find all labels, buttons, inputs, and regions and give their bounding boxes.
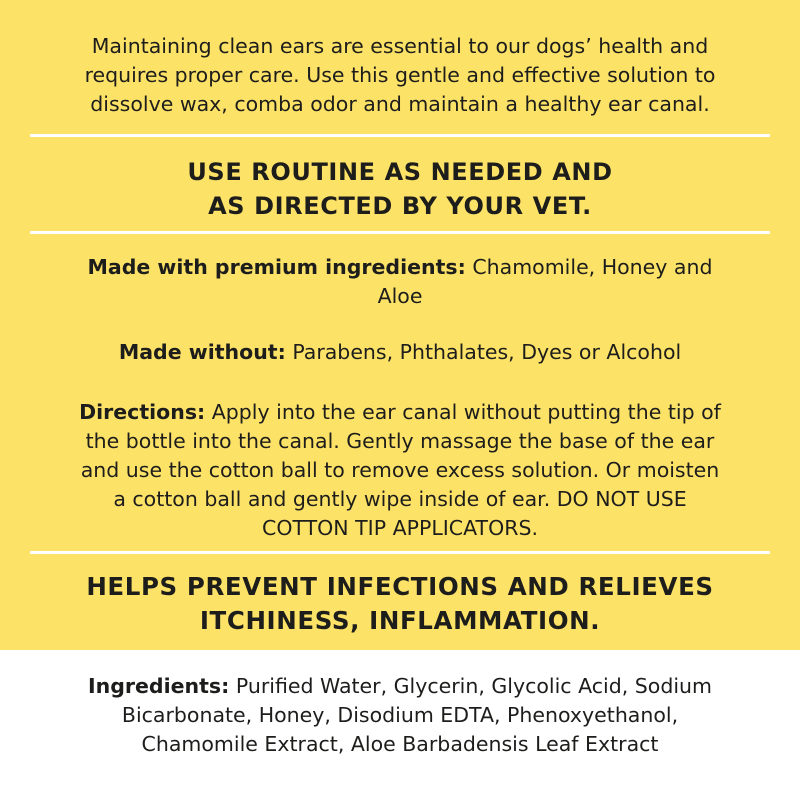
made-with-label: Made with premium ingredients:	[87, 255, 466, 279]
intro-line-3: dissolve wax, comba odor and maintain a healthy ear canal.	[90, 92, 710, 116]
directions-line-1	[30, 398, 770, 427]
made-with-section	[0, 253, 800, 311]
divider-middle	[30, 231, 770, 234]
routine-heading-line-2: AS DIRECTED BY YOUR VET.	[208, 192, 592, 220]
intro-line-2: requires proper care. Use this gentle and effective solution to	[84, 63, 716, 87]
made-without-text: Parabens, Phthalates, Dyes or Alcohol	[285, 340, 682, 364]
ingredients-line-2: Bicarbonate, Honey, Disodium EDTA, Phenoxyethanol,	[121, 703, 679, 727]
ingredients-label: Ingredients:	[88, 674, 230, 698]
divider-bottom	[30, 551, 770, 554]
made-with-line-1	[30, 253, 770, 282]
benefit-heading	[0, 570, 800, 638]
ingredients-section	[0, 672, 800, 759]
routine-heading	[0, 155, 800, 223]
directions-line-3: and use the cotton ball to remove excess solution. Or moisten	[80, 458, 720, 482]
intro-line-1: Maintaining clean ears are essential to our dogs’ health and	[91, 34, 709, 58]
made-without-section	[0, 338, 800, 367]
directions-line-4: a cotton ball and gently wipe inside of ear. DO NOT USE	[113, 487, 687, 511]
divider-top	[30, 134, 770, 137]
benefit-heading-line-1: HELPS PREVENT INFECTIONS AND RELIEVES	[86, 572, 714, 601]
directions-line-2: the bottle into the canal. Gently massage the base of the ear	[85, 429, 715, 453]
directions-section	[0, 398, 800, 543]
directions-line-5: COTTON TIP APPLICATORS.	[262, 516, 538, 540]
ingredients-line-1	[30, 672, 770, 701]
made-with-text: Chamomile, Honey and	[465, 255, 713, 279]
routine-heading-line-1: USE ROUTINE AS NEEDED AND	[187, 158, 613, 186]
benefit-heading-line-2: ITCHINESS, INFLAMMATION.	[199, 606, 601, 635]
made-without-label: Made without:	[118, 340, 286, 364]
directions-text: Apply into the ear canal without putting the tip of	[205, 400, 721, 424]
ingredients-text: Purified Water, Glycerin, Glycolic Acid, Sodium	[229, 674, 712, 698]
made-without-line	[30, 338, 770, 367]
made-with-line-2: Aloe	[377, 284, 423, 308]
intro-paragraph	[0, 32, 800, 119]
directions-label: Directions:	[79, 400, 206, 424]
ingredients-line-3: Chamomile Extract, Aloe Barbadensis Leaf Extract	[141, 732, 659, 756]
